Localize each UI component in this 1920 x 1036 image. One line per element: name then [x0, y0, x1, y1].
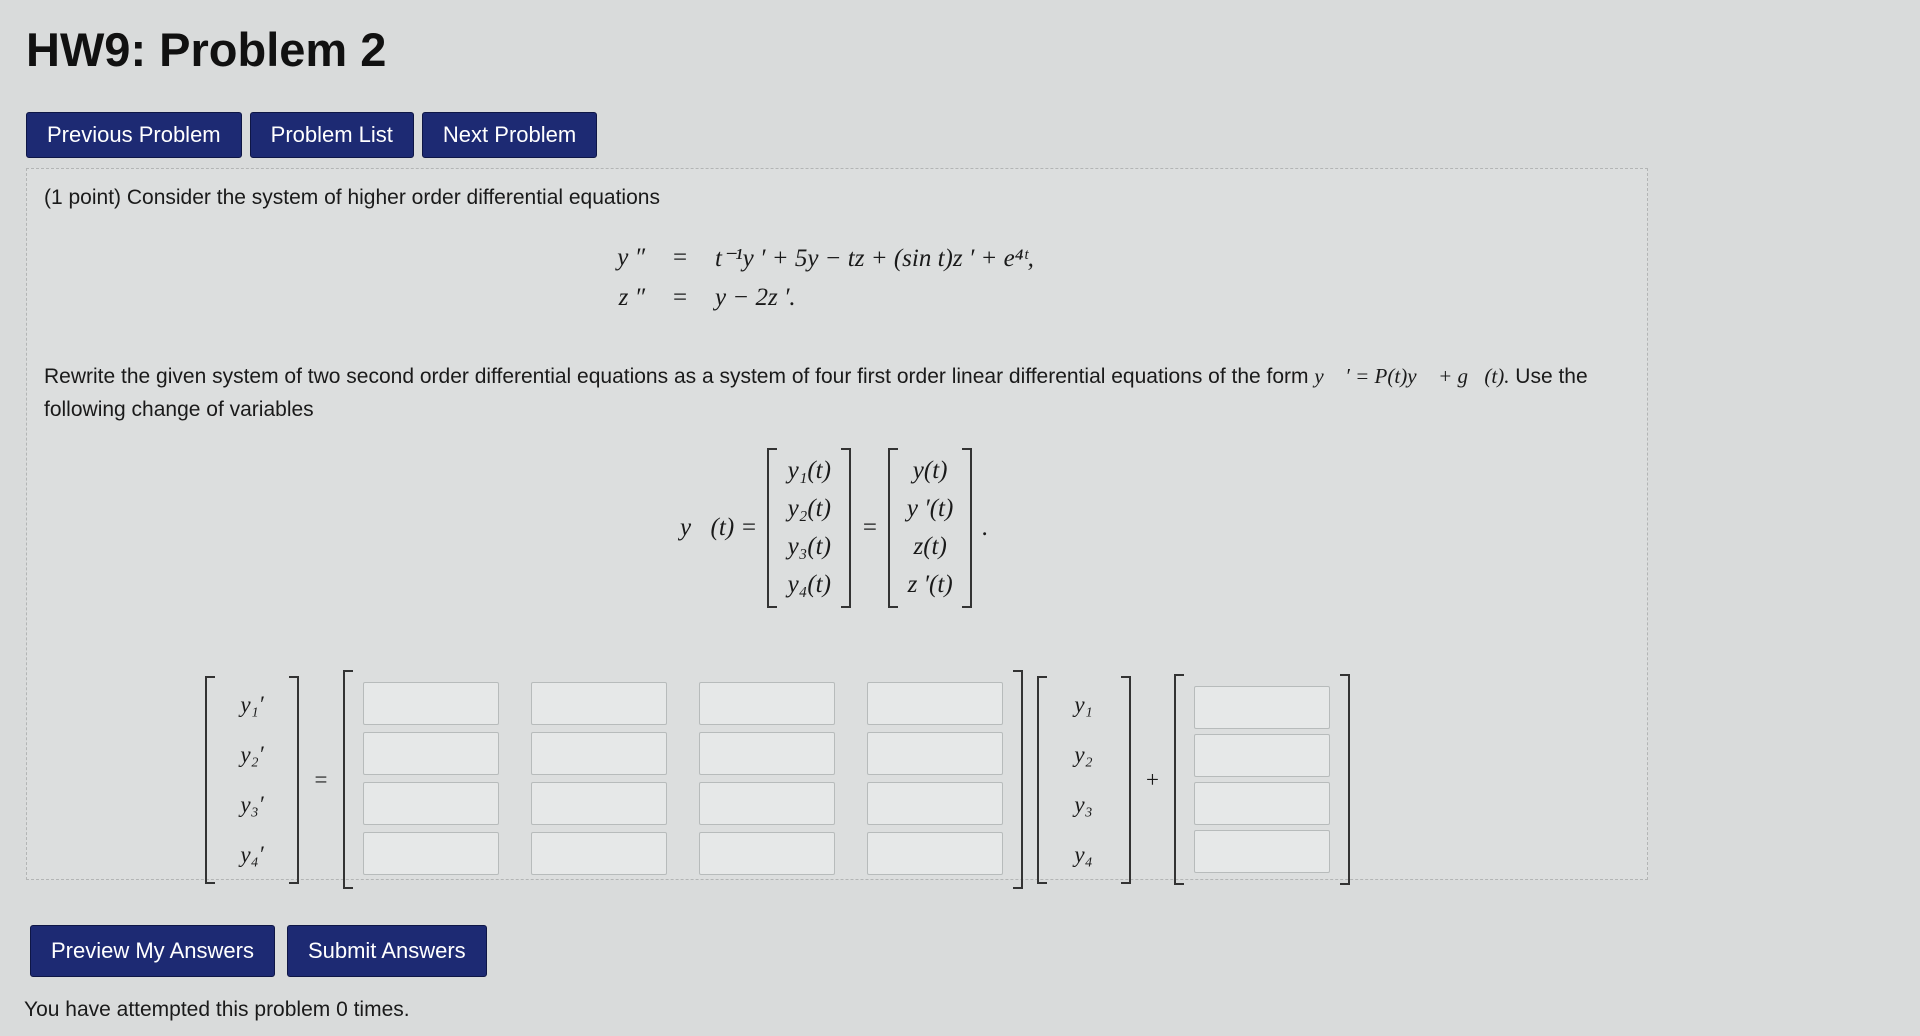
- cov-lhs: y⃗(t) =: [680, 514, 758, 541]
- problem-list-button[interactable]: Problem List: [250, 112, 414, 158]
- p-matrix-field[interactable]: [699, 732, 835, 775]
- component: y₁(t): [787, 457, 831, 484]
- submit-answers-button[interactable]: Submit Answers: [287, 925, 487, 977]
- cov-period: .: [982, 514, 989, 541]
- p-matrix-field[interactable]: [699, 782, 835, 825]
- p-matrix-field[interactable]: [531, 682, 667, 725]
- rewrite-text: Rewrite the given system of two second order differential equations as a system of four first order linear differential equations of the form: [44, 365, 1309, 388]
- g-vector-column: [1176, 680, 1348, 879]
- y-entry: y₂: [1074, 741, 1093, 767]
- component: y₃(t): [787, 533, 831, 560]
- g-vector-field[interactable]: [1194, 686, 1330, 729]
- derivative-entry: y₂′: [240, 741, 264, 767]
- equation-rhs: y − 2z ′.: [715, 284, 796, 311]
- g-vector-field[interactable]: [1194, 782, 1330, 825]
- equation-rhs: t⁻¹y ′ + 5y − tz + (sin t)z ′ + e⁴ᵗ,: [715, 245, 1034, 272]
- problem-navigation: [26, 112, 597, 158]
- p-matrix-field[interactable]: [531, 832, 667, 875]
- p-matrix-field[interactable]: [699, 682, 835, 725]
- change-of-variables: [680, 448, 988, 608]
- derivative-entry: y₁′: [240, 691, 264, 717]
- derivative-vector: [205, 676, 299, 884]
- p-matrix-field[interactable]: [363, 732, 499, 775]
- p-matrix-field[interactable]: [867, 732, 1003, 775]
- p-matrix-field[interactable]: [531, 782, 667, 825]
- value: y(t): [912, 457, 948, 484]
- answer-area: [205, 670, 1350, 889]
- p-matrix-field[interactable]: [363, 682, 499, 725]
- component: y₄(t): [787, 571, 831, 598]
- rewrite-instructions: [44, 360, 1644, 426]
- equation-lhs: z ″: [618, 284, 645, 311]
- p-matrix-grid: [345, 676, 1021, 883]
- y-entry: y₁: [1074, 691, 1093, 717]
- p-matrix-field[interactable]: [867, 782, 1003, 825]
- value: z(t): [913, 533, 947, 560]
- p-matrix-field[interactable]: [867, 832, 1003, 875]
- equals-sign: =: [672, 244, 688, 271]
- answer-equals: =: [313, 766, 329, 792]
- p-matrix-field[interactable]: [363, 782, 499, 825]
- equation-row: [600, 238, 1034, 278]
- rewrite-form: y⃗ ′ = P(t)y⃗ + g⃗(t).: [1314, 364, 1510, 388]
- equation-system: [600, 238, 1034, 318]
- g-vector-field[interactable]: [1194, 830, 1330, 873]
- derivative-entry: y₄′: [240, 841, 264, 867]
- component: y₂(t): [787, 495, 831, 522]
- y-vector: [1037, 676, 1131, 884]
- answer-actions: [30, 925, 487, 977]
- page-title: HW9: Problem 2: [26, 23, 387, 76]
- p-matrix: [343, 670, 1023, 889]
- preview-answers-button[interactable]: Preview My Answers: [30, 925, 275, 977]
- value: z ′(t): [907, 571, 953, 598]
- next-problem-button[interactable]: Next Problem: [422, 112, 597, 158]
- components-vector: [767, 448, 851, 608]
- values-vector: [888, 448, 972, 608]
- g-vector-field[interactable]: [1194, 734, 1330, 777]
- p-matrix-field[interactable]: [867, 682, 1003, 725]
- attempts-status: You have attempted this problem 0 times.: [24, 998, 410, 1021]
- y-entry: y₃: [1074, 791, 1093, 817]
- answer-plus: +: [1144, 766, 1161, 792]
- rewrite-tail: Use the following change of variables: [44, 365, 1588, 421]
- cov-equals: =: [861, 514, 879, 541]
- y-entry: y₄: [1074, 841, 1093, 867]
- equation-lhs: y ″: [617, 244, 645, 271]
- previous-problem-button[interactable]: Previous Problem: [26, 112, 242, 158]
- value: y ′(t): [906, 495, 954, 522]
- p-matrix-field[interactable]: [363, 832, 499, 875]
- derivative-entry: y₃′: [240, 791, 264, 817]
- problem-intro: (1 point) Consider the system of higher order differential equations: [44, 186, 660, 209]
- p-matrix-field[interactable]: [531, 732, 667, 775]
- equals-sign: =: [672, 284, 688, 311]
- g-vector: [1174, 674, 1350, 885]
- p-matrix-field[interactable]: [699, 832, 835, 875]
- equation-row: [600, 278, 1034, 318]
